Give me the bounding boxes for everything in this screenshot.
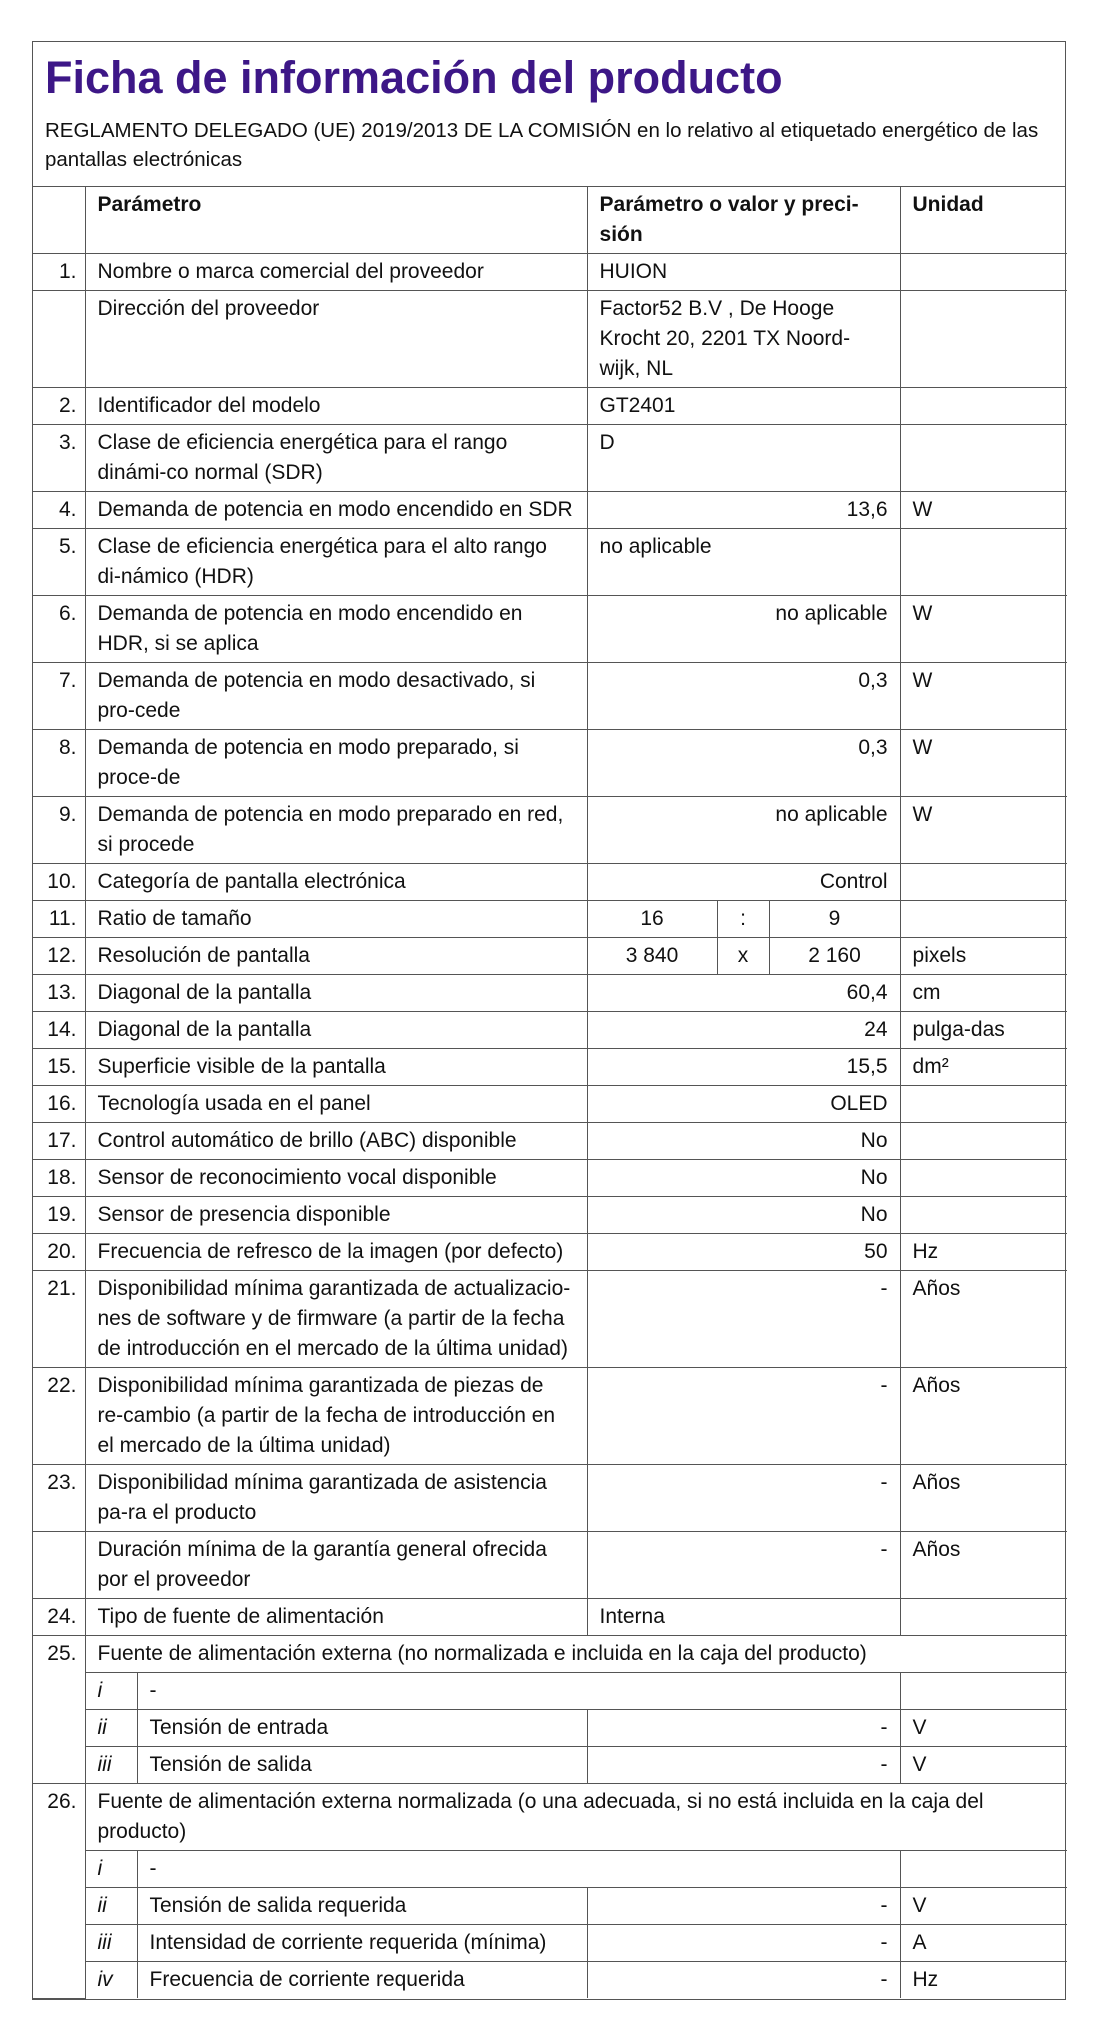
- row-unit: [900, 291, 1067, 388]
- sub-label: Tensión de salida: [137, 1747, 587, 1784]
- row-unit: W: [900, 663, 1067, 730]
- sub-index: iv: [85, 1962, 137, 1999]
- row-parameter: Demanda de potencia en modo preparado, si proce-de: [85, 730, 587, 797]
- table-row: [33, 1049, 1067, 1086]
- row-unit: [900, 254, 1067, 291]
- sub-label: Tensión de salida requerida: [137, 1888, 587, 1925]
- sub-value: -: [587, 1710, 900, 1747]
- table-row: [33, 291, 1067, 388]
- row-value: -: [587, 1532, 900, 1599]
- row-parameter: Control automático de brillo (ABC) disponible: [85, 1123, 587, 1160]
- table-row: [33, 1197, 1067, 1234]
- row-number: 4.: [33, 492, 85, 529]
- table-row: [33, 797, 1067, 864]
- row-parameter: Diagonal de la pantalla: [85, 1012, 587, 1049]
- row-value: Control: [587, 864, 900, 901]
- row-parameter: Demanda de potencia en modo desactivado, si pro-cede: [85, 663, 587, 730]
- resolution-separator: x: [717, 938, 769, 975]
- row-number: 3.: [33, 425, 85, 492]
- row-number: 6.: [33, 596, 85, 663]
- row-unit: [900, 1599, 1067, 1636]
- row-parameter: Tipo de fuente de alimentación: [85, 1599, 587, 1636]
- row-number: 8.: [33, 730, 85, 797]
- row-value: -: [587, 1465, 900, 1532]
- sub-unit: [900, 1673, 1067, 1710]
- row-number: 12.: [33, 938, 85, 975]
- row-value: 0,3: [587, 730, 900, 797]
- row-unit: [900, 1123, 1067, 1160]
- sub-row: [33, 1710, 1067, 1747]
- table-row: [33, 388, 1067, 425]
- table-row: [33, 1123, 1067, 1160]
- row-value: D: [587, 425, 900, 492]
- row-unit: W: [900, 797, 1067, 864]
- sub-unit: A: [900, 1925, 1067, 1962]
- sub-value: -: [587, 1925, 900, 1962]
- table-row: [33, 596, 1067, 663]
- header-number: [33, 187, 85, 254]
- table-row: [33, 938, 1067, 975]
- row-number: 9.: [33, 797, 85, 864]
- row-unit: [900, 529, 1067, 596]
- row-value: 24: [587, 1012, 900, 1049]
- row-number: 23.: [33, 1465, 85, 1532]
- table-row: [33, 864, 1067, 901]
- row-value: -: [587, 1368, 900, 1465]
- row-value: 60,4: [587, 975, 900, 1012]
- sub-index: ii: [85, 1710, 137, 1747]
- row-unit: cm: [900, 975, 1067, 1012]
- table-row: [33, 1368, 1067, 1465]
- row-number: [33, 1532, 85, 1599]
- aspect-ratio-separator: :: [717, 901, 769, 938]
- row-value: No: [587, 1160, 900, 1197]
- sub-row: [33, 1673, 1067, 1710]
- row-unit: [900, 901, 1067, 938]
- table-row: [33, 1532, 1067, 1599]
- table-row: [33, 1599, 1067, 1636]
- resolution-height: 2 160: [769, 938, 900, 975]
- table-row: [33, 975, 1067, 1012]
- row-value: -: [587, 1271, 900, 1368]
- table-row: [33, 1086, 1067, 1123]
- table-row: [33, 1465, 1067, 1532]
- row-value: no aplicable: [587, 797, 900, 864]
- row-parameter: Demanda de potencia en modo preparado en red, si procede: [85, 797, 587, 864]
- row-unit: Hz: [900, 1234, 1067, 1271]
- resolution-width: 3 840: [587, 938, 717, 975]
- row-number: 20.: [33, 1234, 85, 1271]
- row-parameter: Demanda de potencia en modo encendido en HDR, si se aplica: [85, 596, 587, 663]
- product-parameters-table: [33, 187, 1067, 1999]
- sub-row: [33, 1888, 1067, 1925]
- row-unit: [900, 388, 1067, 425]
- row-unit: pixels: [900, 938, 1067, 975]
- sub-row: [33, 1962, 1067, 1999]
- row-parameter: Duración mínima de la garantía general ofrecida por el proveedor: [85, 1532, 587, 1599]
- row-value: 50: [587, 1234, 900, 1271]
- row-number: 26.: [33, 1784, 85, 1999]
- row-parameter: Fuente de alimentación externa normalizada (o una adecuada, si no está incluida en la caja del producto): [85, 1784, 1067, 1851]
- row-number: 21.: [33, 1271, 85, 1368]
- row-parameter: Disponibilidad mínima garantizada de actualizacio-nes de software y de firmware (a partir de la fecha de introducción en el mercado de la última unidad): [85, 1271, 587, 1368]
- aspect-ratio-height: 9: [769, 901, 900, 938]
- row-value: 0,3: [587, 663, 900, 730]
- row-parameter: Categoría de pantalla electrónica: [85, 864, 587, 901]
- row-parameter: Frecuencia de refresco de la imagen (por defecto): [85, 1234, 587, 1271]
- sub-unit: V: [900, 1710, 1067, 1747]
- row-value: no aplicable: [587, 596, 900, 663]
- row-unit: [900, 425, 1067, 492]
- row-value: Interna: [587, 1599, 900, 1636]
- sub-label: Frecuencia de corriente requerida: [137, 1962, 587, 1999]
- row-parameter: Clase de eficiencia energética para el rango dinámi-co normal (SDR): [85, 425, 587, 492]
- row-unit: [900, 1086, 1067, 1123]
- aspect-ratio-width: 16: [587, 901, 717, 938]
- sub-index: i: [85, 1673, 137, 1710]
- row-value: no aplicable: [587, 529, 900, 596]
- row-parameter: Tecnología usada en el panel: [85, 1086, 587, 1123]
- row-parameter: Dirección del proveedor: [85, 291, 587, 388]
- table-row: [33, 1160, 1067, 1197]
- row-parameter: Disponibilidad mínima garantizada de piezas de re-cambio (a partir de la fecha de introducción en el mercado de la última unidad): [85, 1368, 587, 1465]
- row-number: 10.: [33, 864, 85, 901]
- row-parameter: Disponibilidad mínima garantizada de asistencia pa-ra el producto: [85, 1465, 587, 1532]
- table-row: [33, 529, 1067, 596]
- row-number: 15.: [33, 1049, 85, 1086]
- table-row: [33, 425, 1067, 492]
- sub-unit: [900, 1851, 1067, 1888]
- row-number: 14.: [33, 1012, 85, 1049]
- product-information-sheet: [32, 41, 1066, 2000]
- sub-label: -: [137, 1851, 900, 1888]
- row-unit: Años: [900, 1465, 1067, 1532]
- row-number: 19.: [33, 1197, 85, 1234]
- row-number: 13.: [33, 975, 85, 1012]
- table-header-row: [33, 187, 1067, 254]
- row-unit: [900, 1160, 1067, 1197]
- sub-unit: V: [900, 1747, 1067, 1784]
- row-number: 7.: [33, 663, 85, 730]
- sub-row: [33, 1925, 1067, 1962]
- row-parameter: Ratio de tamaño: [85, 901, 587, 938]
- table-row: [33, 1012, 1067, 1049]
- row-number: 1.: [33, 254, 85, 291]
- row-unit: W: [900, 730, 1067, 797]
- row-parameter: Superficie visible de la pantalla: [85, 1049, 587, 1086]
- row-unit: W: [900, 596, 1067, 663]
- sub-label: Intensidad de corriente requerida (mínima): [137, 1925, 587, 1962]
- table-row: [33, 492, 1067, 529]
- table-row: [33, 730, 1067, 797]
- sub-label: Tensión de entrada: [137, 1710, 587, 1747]
- sub-row: [33, 1851, 1067, 1888]
- row-parameter: Sensor de reconocimiento vocal disponible: [85, 1160, 587, 1197]
- row-number: 2.: [33, 388, 85, 425]
- row-value: Factor52 B.V , De Hooge Krocht 20, 2201 TX Noord-wijk, NL: [587, 291, 900, 388]
- sub-value: -: [587, 1962, 900, 1999]
- sub-index: iii: [85, 1747, 137, 1784]
- row-value: No: [587, 1197, 900, 1234]
- row-unit: pulga-das: [900, 1012, 1067, 1049]
- sub-label: -: [137, 1673, 900, 1710]
- table-row: [33, 1636, 1067, 1673]
- table-row: [33, 1271, 1067, 1368]
- sub-unit: Hz: [900, 1962, 1067, 1999]
- row-number: 17.: [33, 1123, 85, 1160]
- row-parameter: Sensor de presencia disponible: [85, 1197, 587, 1234]
- row-parameter: Clase de eficiencia energética para el alto rango di-námico (HDR): [85, 529, 587, 596]
- table-row: [33, 1234, 1067, 1271]
- row-number: [33, 291, 85, 388]
- row-parameter: Nombre o marca comercial del proveedor: [85, 254, 587, 291]
- row-value: 13,6: [587, 492, 900, 529]
- row-unit: [900, 1197, 1067, 1234]
- row-number: 11.: [33, 901, 85, 938]
- row-value: HUION: [587, 254, 900, 291]
- row-number: 18.: [33, 1160, 85, 1197]
- sub-index: iii: [85, 1925, 137, 1962]
- sub-index: ii: [85, 1888, 137, 1925]
- row-unit: Años: [900, 1532, 1067, 1599]
- sub-unit: V: [900, 1888, 1067, 1925]
- row-number: 24.: [33, 1599, 85, 1636]
- sub-value: -: [587, 1888, 900, 1925]
- row-unit: Años: [900, 1271, 1067, 1368]
- row-parameter: Fuente de alimentación externa (no normalizada e incluida en la caja del producto): [85, 1636, 1067, 1673]
- regulation-subtitle: REGLAMENTO DELEGADO (UE) 2019/2013 DE LA COMISIÓN en lo relativo al etiquetado energético de las pantallas electrónicas: [45, 119, 1039, 171]
- row-unit: dm²: [900, 1049, 1067, 1086]
- row-value: OLED: [587, 1086, 900, 1123]
- row-number: 5.: [33, 529, 85, 596]
- table-row: [33, 254, 1067, 291]
- row-parameter: Diagonal de la pantalla: [85, 975, 587, 1012]
- header-parameter: Parámetro: [85, 187, 587, 254]
- table-row: [33, 663, 1067, 730]
- row-number: 22.: [33, 1368, 85, 1465]
- table-row: [33, 901, 1067, 938]
- sub-value: -: [587, 1747, 900, 1784]
- header-unit: Unidad: [900, 187, 1067, 254]
- row-parameter: Identificador del modelo: [85, 388, 587, 425]
- header-value: Parámetro o valor y preci-sión: [587, 187, 900, 254]
- row-value: GT2401: [587, 388, 900, 425]
- row-number: 16.: [33, 1086, 85, 1123]
- page-title: Ficha de información del producto: [45, 52, 783, 103]
- row-value: No: [587, 1123, 900, 1160]
- row-parameter: Demanda de potencia en modo encendido en SDR: [85, 492, 587, 529]
- sub-row: [33, 1747, 1067, 1784]
- row-number: 25.: [33, 1636, 85, 1784]
- sub-index: i: [85, 1851, 137, 1888]
- row-parameter: Resolución de pantalla: [85, 938, 587, 975]
- row-unit: W: [900, 492, 1067, 529]
- row-value: 15,5: [587, 1049, 900, 1086]
- row-unit: [900, 864, 1067, 901]
- row-unit: Años: [900, 1368, 1067, 1465]
- sheet-header: [33, 42, 1065, 187]
- table-row: [33, 1784, 1067, 1851]
